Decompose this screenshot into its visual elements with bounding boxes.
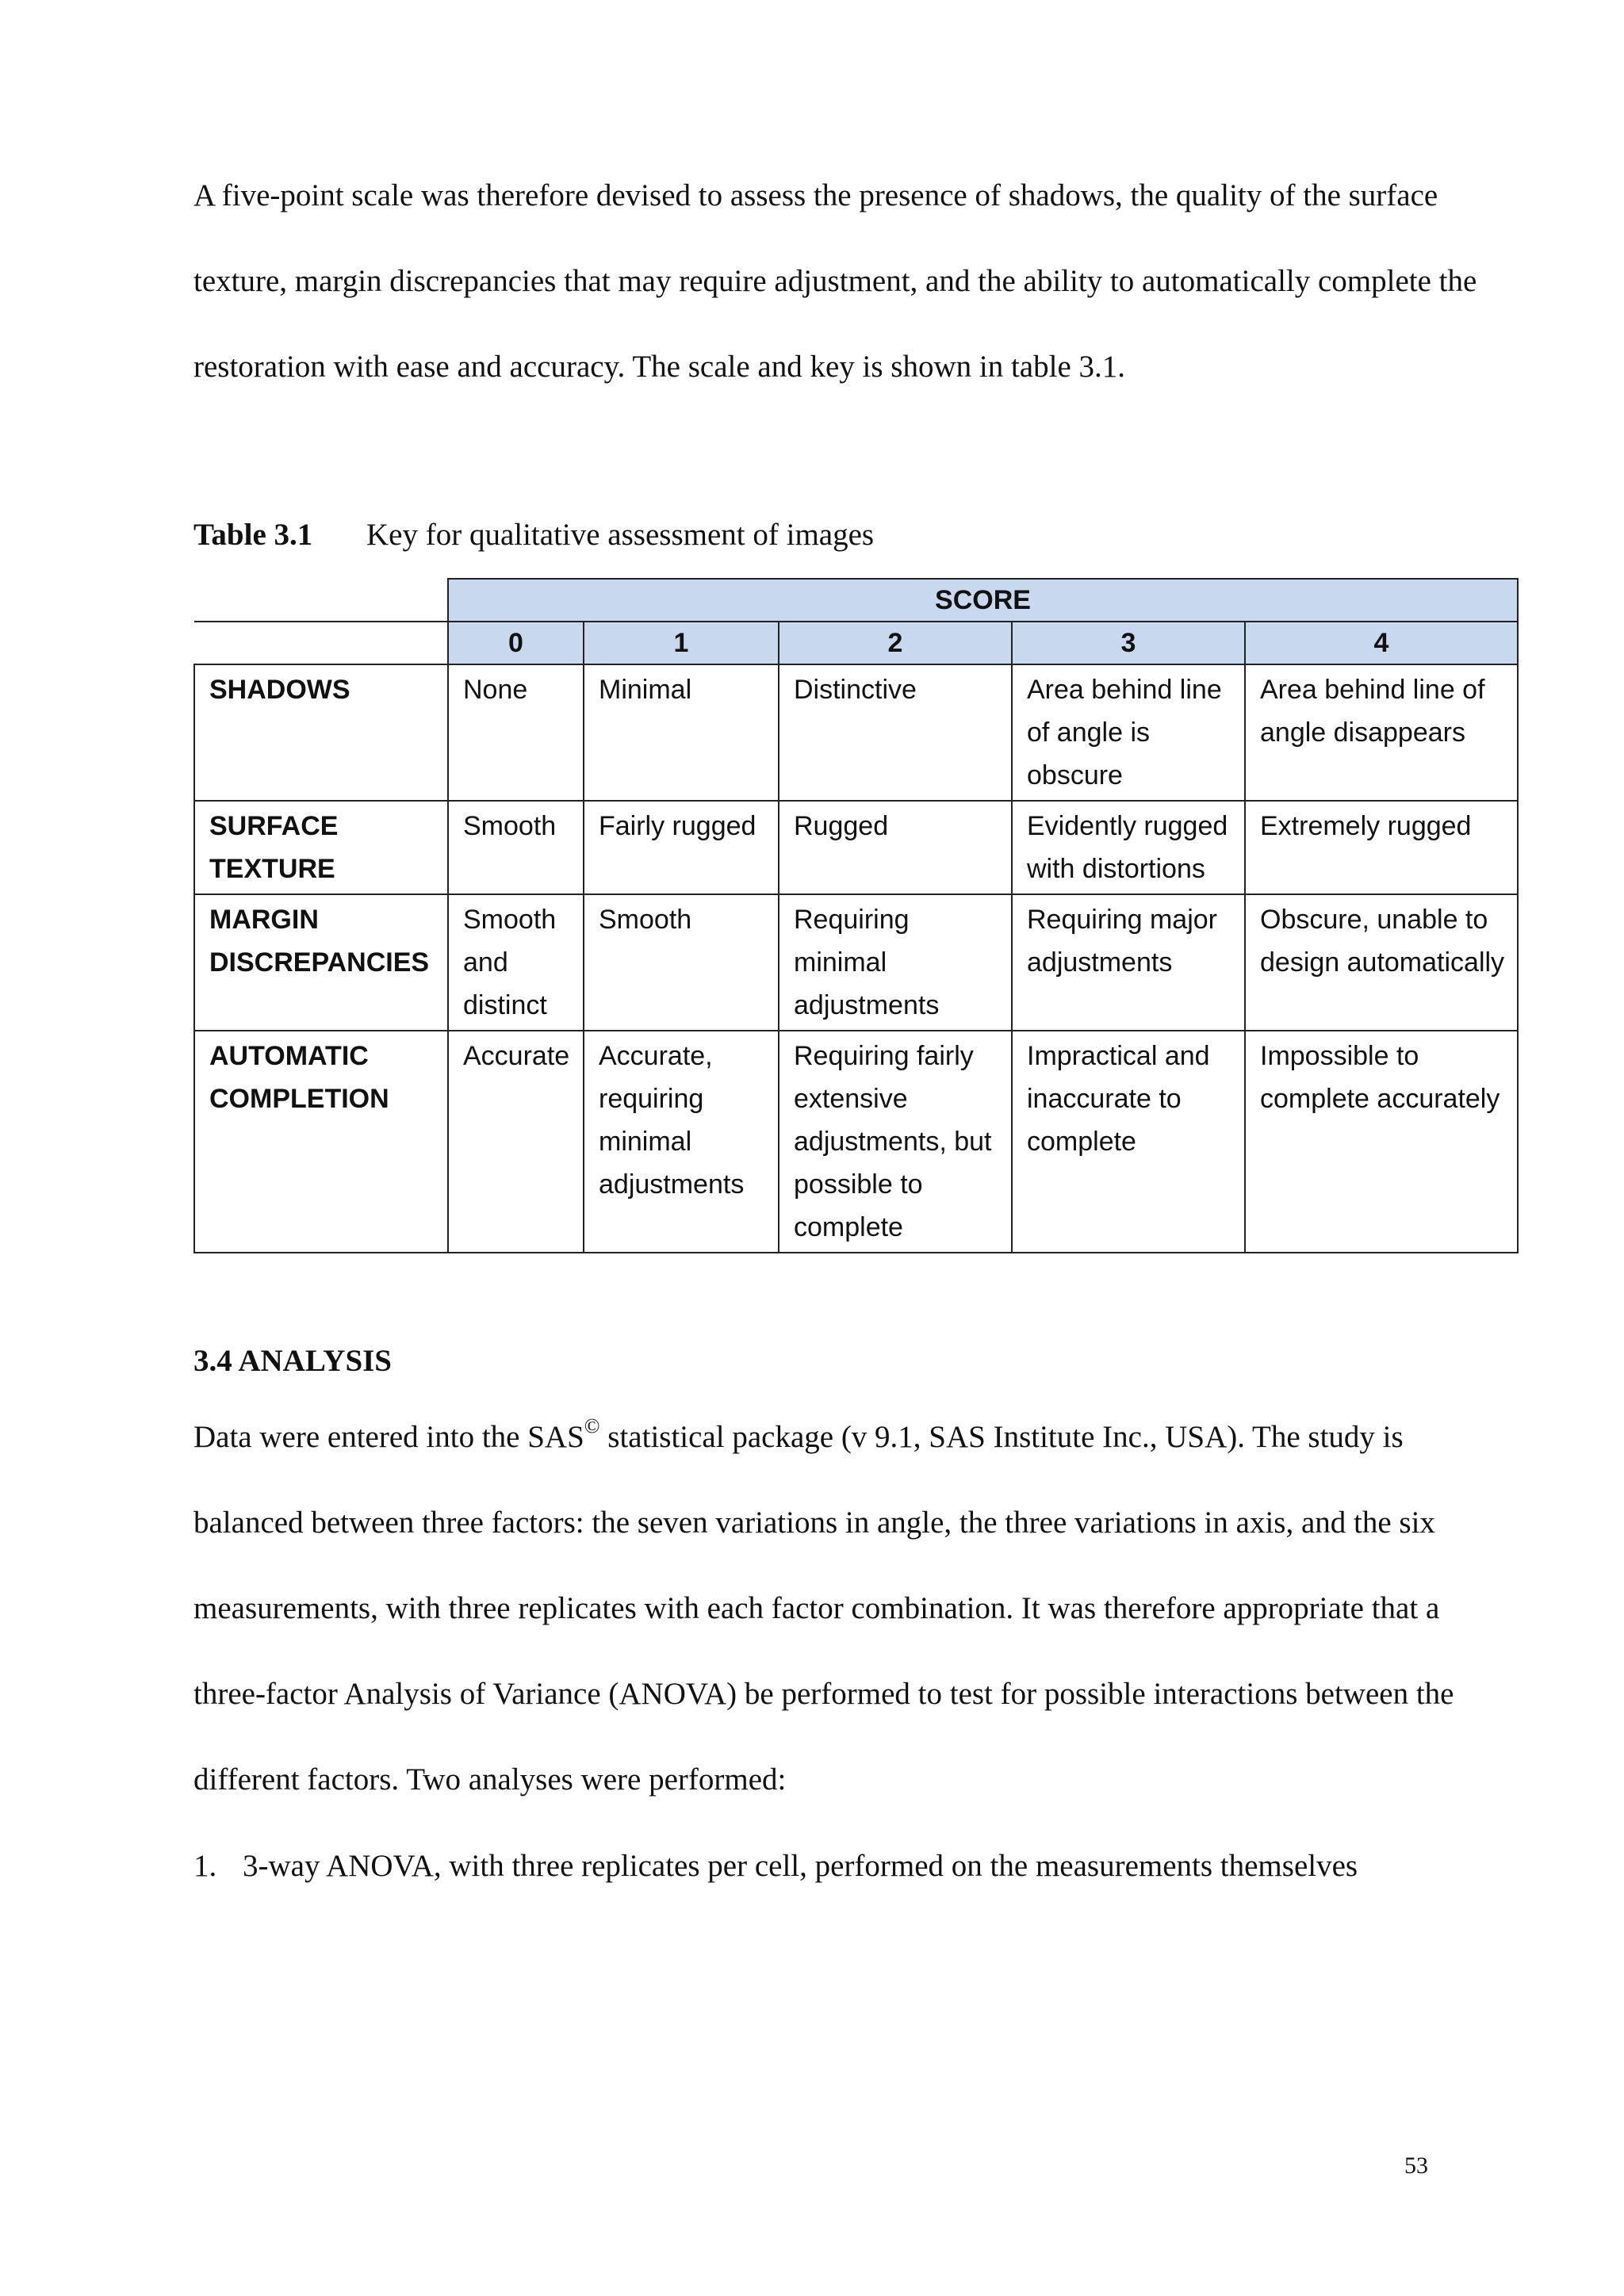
table-row-margin-discrepancies: [194, 894, 1518, 1031]
table-cell: Rugged: [779, 801, 1012, 894]
score-header-1: 1: [584, 622, 779, 664]
table-cell: Smooth: [448, 801, 584, 894]
table-row-surface-texture: [194, 801, 1518, 894]
table-cell: Accurate, requiring minimal adjustments: [584, 1031, 779, 1253]
row-label-surface-texture: SURFACE TEXTURE: [194, 801, 448, 894]
table-cell: Impractical and inaccurate to complete: [1012, 1031, 1245, 1253]
table-cell: Accurate: [448, 1031, 584, 1253]
table-cell: Smooth: [584, 894, 779, 1031]
table-score-header-row: [194, 622, 1518, 664]
analysis-text-rest: statistical package (v 9.1, SAS Institute Inc., USA). The study is balanced between three factors: the seven variations in angle, the three variations in axis, and the six measurements, with three replicates with each factor combination. It was therefore appropriate that a three-factor Analysis of Variance (ANOVA) be performed to test for possible interactions between the different factors. Two analyses were performed:: [193, 1420, 1454, 1797]
table-cell: Requiring fairly extensive adjustments, but possible to complete: [779, 1031, 1012, 1253]
section-heading: 3.4 ANALYSIS: [193, 1344, 392, 1378]
analysis-text-start: Data were entered into the SAS: [193, 1420, 584, 1454]
analysis-paragraph: [193, 1395, 1494, 1823]
table-row-shadows: [194, 664, 1518, 801]
table-cell: Fairly rugged: [584, 801, 779, 894]
score-header-3: 3: [1012, 622, 1245, 664]
table-cell: None: [448, 664, 584, 801]
list-item-number: 1.: [193, 1849, 217, 1883]
table-cell: Impossible to complete accurately: [1245, 1031, 1518, 1253]
page-number: 53: [1404, 2152, 1428, 2179]
score-header-0: 0: [448, 622, 584, 664]
row-label-shadows: SHADOWS: [194, 664, 448, 801]
list-item: [193, 1845, 1358, 1888]
table-caption-label: Table 3.1: [193, 518, 313, 552]
list-item-text: 3-way ANOVA, with three replicates per cell, performed on the measurements themselves: [243, 1849, 1358, 1883]
table-cell: Requiring minimal adjustments: [779, 894, 1012, 1031]
table-row-automatic-completion: [194, 1031, 1518, 1253]
table-cell: Evidently rugged with distortions: [1012, 801, 1245, 894]
table-cell: Smooth and distinct: [448, 894, 584, 1031]
row-label-margin-discrepancies: MARGIN DISCREPANCIES: [194, 894, 448, 1031]
qualitative-assessment-table: [193, 578, 1519, 1253]
table-group-header-row: [194, 579, 1518, 622]
score-header-2: 2: [779, 622, 1012, 664]
score-group-header: SCORE: [448, 579, 1518, 622]
table-cell: Obscure, unable to design automatically: [1245, 894, 1518, 1031]
copyright-superscript: ©: [584, 1414, 600, 1437]
table-corner-cell: [194, 622, 448, 664]
table-caption: [193, 514, 874, 557]
table-cell: Minimal: [584, 664, 779, 801]
row-label-automatic-completion: AUTOMATIC COMPLETION: [194, 1031, 448, 1253]
table-cell: Area behind line of angle is obscure: [1012, 664, 1245, 801]
table-cell: Area behind line of angle disappears: [1245, 664, 1518, 801]
intro-paragraph: A five-point scale was therefore devised to assess the presence of shadows, the quality of the surface texture, margin discrepancies that may require adjustment, and the ability to automatically complete the restoration with ease and accuracy. The scale and key is shown in table 3.1.: [193, 178, 1477, 384]
table-cell: Requiring major adjustments: [1012, 894, 1245, 1031]
table-cell: Distinctive: [779, 664, 1012, 801]
table-caption-text: Key for qualitative assessment of images: [366, 518, 875, 552]
score-header-4: 4: [1245, 622, 1518, 664]
table-cell: Extremely rugged: [1245, 801, 1518, 894]
table-corner-cell: [194, 579, 448, 622]
